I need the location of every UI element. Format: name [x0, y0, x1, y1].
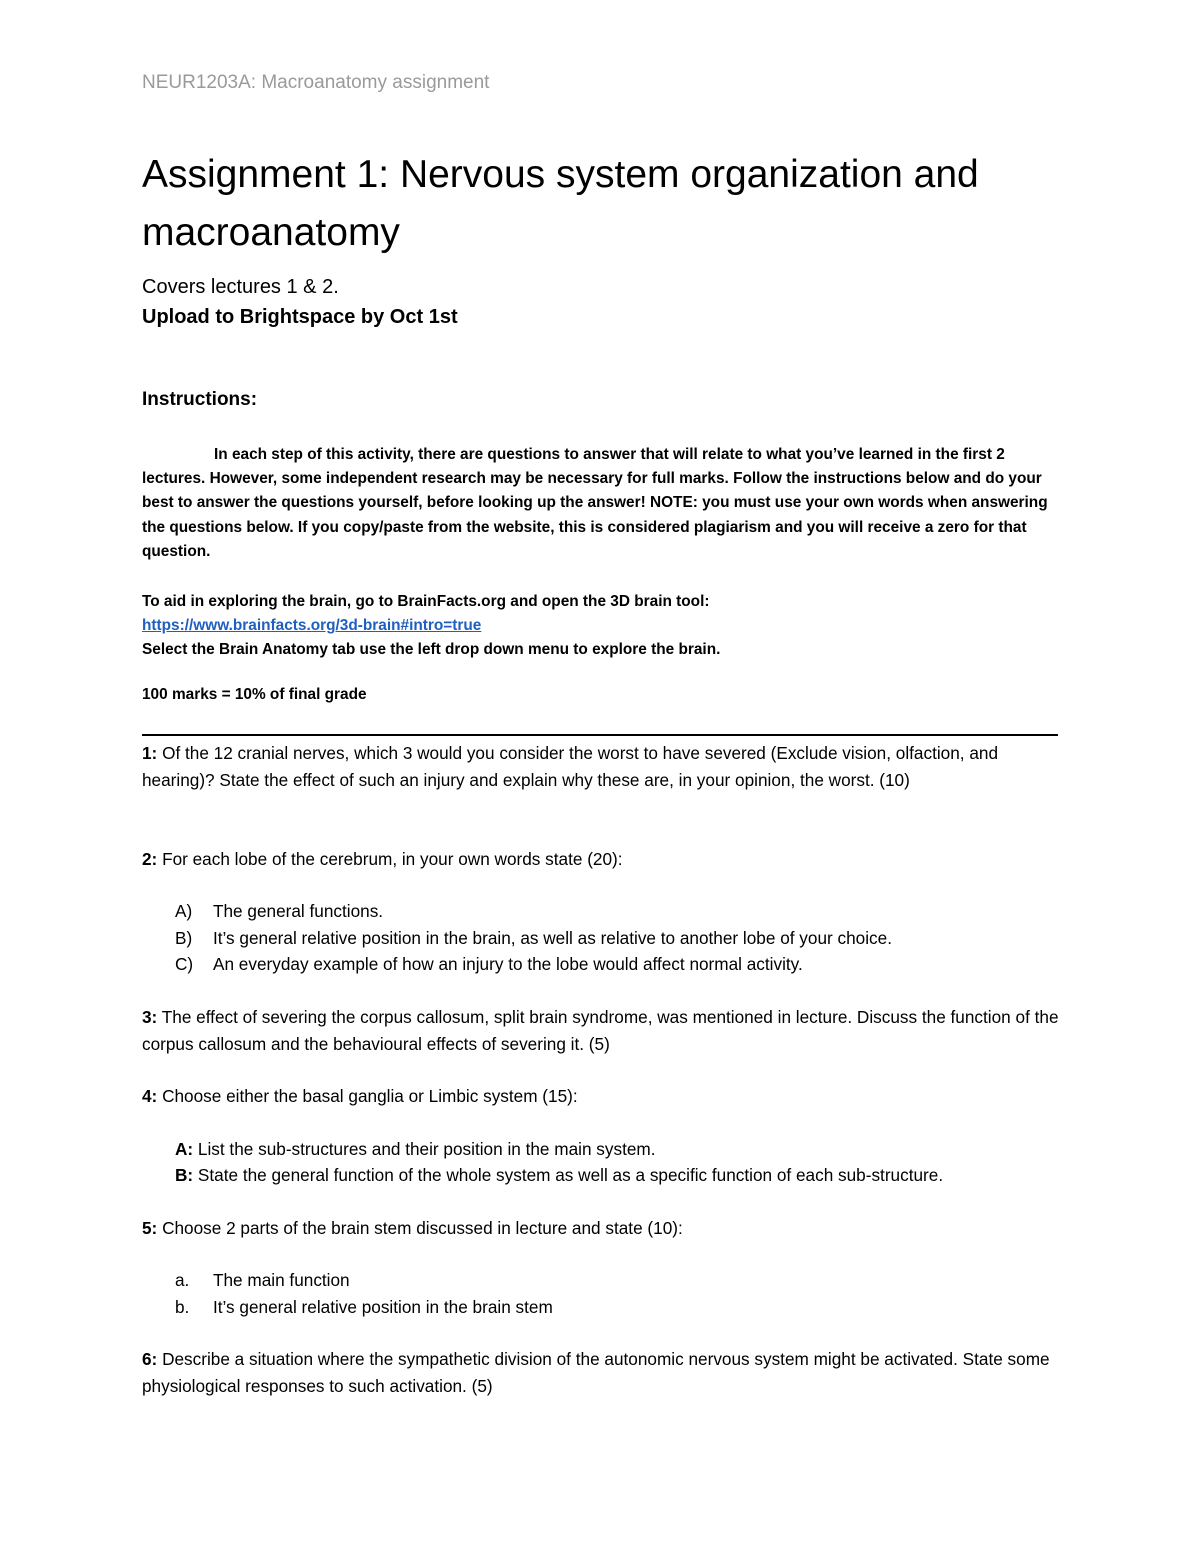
question-5-text: Choose 2 parts of the brain stem discussed in lecture and state (10): — [157, 1218, 683, 1238]
list-marker: A) — [175, 901, 193, 921]
question-6-number: 6: — [142, 1349, 158, 1369]
question-1-number: 1: — [142, 743, 158, 763]
list-marker: b. — [175, 1296, 190, 1317]
explore-section — [142, 590, 1062, 662]
question-3-text: The effect of severing the corpus callosum, split brain syndrome, was mentioned in lecture. Discuss the function of the corpus callosum and the behavioural effects of severing it. (5) — [142, 1007, 1059, 1054]
upload-deadline: Upload to Brightspace by Oct 1st — [142, 306, 458, 328]
list-item — [175, 951, 1075, 978]
question-2-list — [175, 898, 1075, 978]
brainfacts-link[interactable]: https://www.brainfacts.org/3d-brain#intro=true — [142, 617, 482, 634]
question-3-number: 3: — [142, 1007, 158, 1027]
list-item-text: It’s general relative position in the brain stem — [213, 1296, 553, 1317]
question-2-text: For each lobe of the cerebrum, in your own words state (20): — [157, 849, 623, 869]
part-a-text: List the sub-structures and their position in the main system. — [193, 1139, 656, 1159]
list-item-text: The general functions. — [213, 901, 384, 921]
question-5-list — [175, 1267, 1075, 1320]
question-4-number: 4: — [142, 1086, 158, 1106]
covers-note: Covers lectures 1 & 2. — [142, 276, 339, 298]
list-item — [175, 1267, 1075, 1294]
question-1-text: Of the 12 cranial nerves, which 3 would you consider the worst to have severed (Exclude vision, olfaction, and hearing)? State the effect of such an injury and explain why these are, in your opinion, the worst. (10) — [142, 743, 999, 790]
part-b-text: State the general function of the whole system as well as a specific function of each sub-structure. — [193, 1165, 944, 1185]
page-title: Assignment 1: Nervous system organization and macroanatomy — [142, 153, 979, 254]
list-marker: C) — [175, 954, 194, 974]
question-4-text: Choose either the basal ganglia or Limbic system (15): — [157, 1086, 578, 1106]
question-2 — [142, 846, 1062, 873]
question-4 — [142, 1083, 1062, 1110]
question-5 — [142, 1215, 1062, 1242]
instructions-heading: Instructions: — [142, 389, 258, 410]
list-item — [175, 925, 1075, 952]
list-item-text: The main function — [213, 1270, 350, 1290]
question-6 — [142, 1346, 1062, 1399]
list-item-text: It’s general relative position in the brain, as well as relative to another lobe of your choice. — [213, 927, 892, 948]
question-4-part-b — [175, 1162, 1075, 1189]
question-2-number: 2: — [142, 849, 158, 869]
question-3 — [142, 1004, 1062, 1057]
part-a-label: A: — [175, 1139, 194, 1159]
list-item — [175, 1294, 1075, 1321]
explore-intro: To aid in exploring the brain, go to BrainFacts.org and open the 3D brain tool: — [142, 593, 710, 610]
list-marker: a. — [175, 1270, 190, 1290]
section-divider — [142, 734, 1058, 736]
list-item-text: An everyday example of how an injury to the lobe would affect normal activity. — [213, 954, 803, 974]
running-header: NEUR1203A: Macroanatomy assignment — [142, 72, 490, 93]
explore-select: Select the Brain Anatomy tab use the left drop down menu to explore the brain. — [142, 641, 721, 658]
question-5-number: 5: — [142, 1218, 158, 1238]
list-item — [175, 898, 1075, 925]
instructions-body: In each step of this activity, there are questions to answer that will relate to what you’ve learned in the first 2 lectures. However, some independent research may be necessary for full marks. Follow the instructions below and do your best to answer the questions yourself, before looking up the answer! NOTE: you must use your own words when answering the questions below. If you copy/paste from the website, this is considered plagiarism and you will receive a zero for that question. — [142, 446, 1048, 560]
list-marker: B) — [175, 927, 193, 948]
marks-note: 100 marks = 10% of final grade — [142, 686, 367, 703]
part-b-label: B: — [175, 1165, 194, 1185]
question-1 — [142, 740, 1062, 793]
question-6-text: Describe a situation where the sympathetic division of the autonomic nervous system might be activated. State some physiological responses to such activation. (5) — [142, 1349, 1050, 1396]
question-4-part-a — [175, 1136, 1075, 1163]
